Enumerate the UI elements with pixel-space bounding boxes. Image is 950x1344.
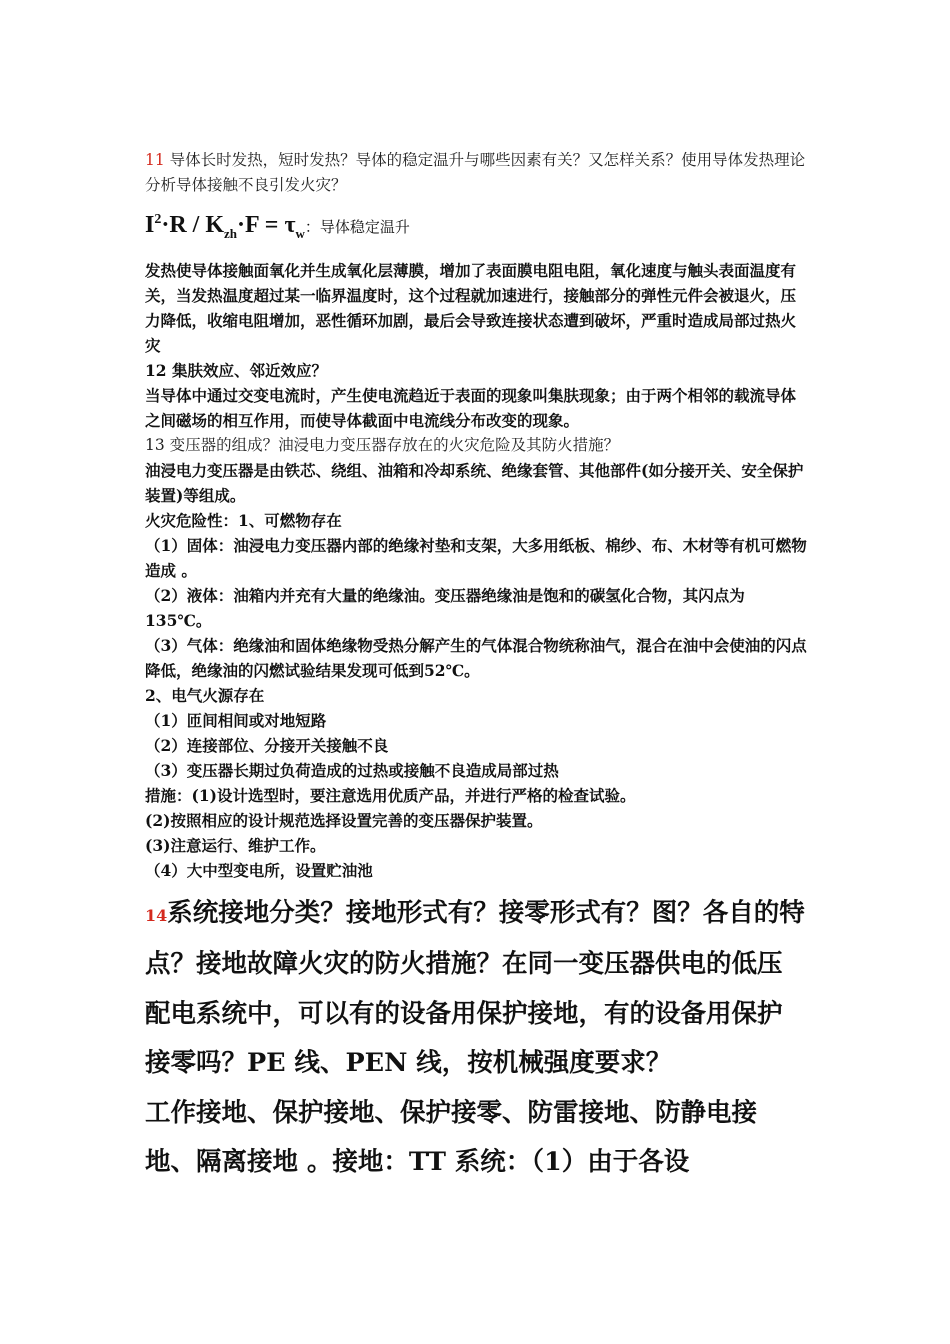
question-text: 导体长时发热，短时发热？导体的稳定温升与哪些因素有关？又怎样关系？使用导体发热理论分析导体接触不良引发火灾？ bbox=[145, 151, 806, 194]
measure-item: 措施：(1)设计选型时，要注意选用优质产品，并进行严格的检查试验。 bbox=[145, 785, 636, 805]
measure-item: (2)按照相应的设计规范选择设置完善的变压器保护装置。 bbox=[145, 810, 543, 830]
answer-12: 当导体中通过交变电流时，产生使电流趋近于表面的现象叫集肤现象；由于两个相邻的载流导体之间磁场的相互作用，而使导体截面中电流线分布改变的现象。 bbox=[145, 385, 797, 430]
answer-13-composition: 油浸电力变压器是由铁芯、绕组、油箱和冷却系统、绝缘套管、其他部件(如分接开关、安全保护装置)等组成。 bbox=[145, 460, 804, 505]
question-text: 系统接地分类？接地形式有？接零形式有？图？各自的特点？接地故障火灾的防火措施？在同一变压器供电的低压配电系统中，可以有的设备用保护接地，有的设备用保护接零吗？PE 线、PEN 线，按机械强度要求？ bbox=[145, 897, 805, 1079]
measure-item: （4）大中型变电所，设置贮油池 bbox=[145, 860, 373, 880]
measure-item: (3)注意运行、维护工作。 bbox=[145, 835, 326, 855]
answer-14: 工作接地、保护接地、保护接零、防雷接地、防静电接地、隔离接地 。接地：TT 系统：（1）由于各设 bbox=[145, 1097, 758, 1178]
source-title: 2、电气火源存在 bbox=[145, 685, 265, 705]
danger-title: 火灾危险性：1、可燃物存在 bbox=[145, 510, 342, 530]
question-11 bbox=[145, 148, 807, 198]
question-14 bbox=[145, 889, 807, 1089]
question-13: 13 变压器的组成？油浸电力变压器存放在的火灾危险及其防火措施？ bbox=[145, 435, 620, 454]
answer-11: 发热使导体接触面氧化并生成氧化层薄膜，增加了表面膜电阻电阻，氧化速度与触头表面温度有关，当发热温度超过某一临界温度时，这个过程就加速进行，接触部分的弹性元件会被退火，压力降低，收缩电阻增加，恶性循环加剧，最后会导致连接状态遭到破坏，严重时造成局部过热火灾 bbox=[145, 260, 797, 355]
formula: $I^2\cdot R / K_{zh}\cdot F = \tau_w$：导体稳定温升 bbox=[145, 212, 410, 241]
formula-note: ：导体稳定温升 bbox=[304, 218, 410, 236]
danger-solid: （1）固体：油浸电力变压器内部的绝缘衬垫和支架，大多用纸板、棉纱、布、木材等有机可燃物造成 。 bbox=[145, 535, 807, 580]
question-number: 14 bbox=[145, 905, 168, 925]
source-item: （3）变压器长期过负荷造成的过热或接触不良造成局部过热 bbox=[145, 760, 559, 780]
document-page bbox=[145, 148, 807, 1188]
danger-liquid: （2）液体：油箱内并充有大量的绝缘油。变压器绝缘油是饱和的碳氢化合物，其闪点为135℃。 bbox=[145, 585, 745, 630]
question-number: 11 bbox=[145, 151, 165, 169]
danger-gas: （3）气体：绝缘油和固体绝缘物受热分解产生的气体混合物统称油气，混合在油中会使油的闪点降低，绝缘油的闪燃试验结果发现可低到52℃。 bbox=[145, 635, 807, 680]
source-item: （1）匝间相间或对地短路 bbox=[145, 710, 327, 730]
question-12: 12 集肤效应、邻近效应？ bbox=[145, 360, 327, 380]
source-item: （2）连接部位、分接开关接触不良 bbox=[145, 735, 389, 755]
